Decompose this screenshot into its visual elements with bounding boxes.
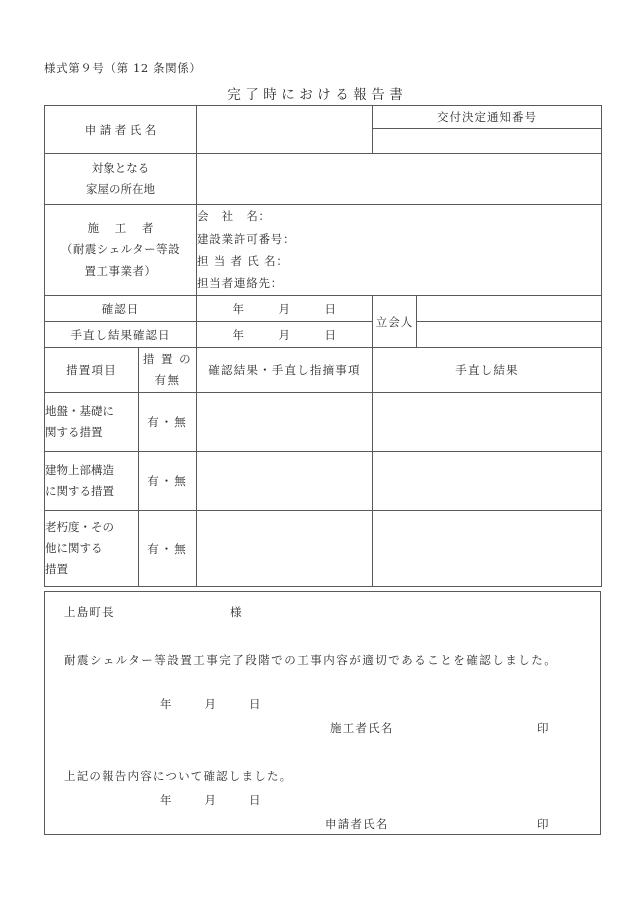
applicant-date-day: 日 [249,793,262,807]
check-date-year: 年 [232,301,245,316]
measure-item-name [45,452,139,511]
witness-value-bottom[interactable] [417,322,602,348]
applicant-date[interactable] [160,792,262,808]
property-label-line2: 家屋の所在地 [86,182,155,196]
builder-date-day: 日 [249,697,262,711]
builder-seal-mark: 印 [537,721,550,735]
applicant-name-value[interactable] [197,106,373,154]
measure-item-line2: 関する措置 [45,425,103,439]
builder-contact-info-label: 担当者連絡先： [197,276,284,291]
check-date-label: 確認日 [45,296,197,322]
measure-presence[interactable]: 有・無 [139,452,197,511]
builder-date-year: 年 [160,697,173,711]
table-row-rework-check-date [45,322,602,348]
applicant-date-year: 年 [160,793,173,807]
measure-rework-result[interactable] [373,452,602,511]
applicant-signature-label: 申請者氏名 [325,817,389,831]
table-row-applicant [45,106,602,129]
measure-result[interactable] [197,393,373,452]
measure-item-line1: 老朽度・その [45,519,114,534]
builder-label-line3: 置工事業者） [84,263,157,278]
measure-item-line1: 地盤・基礎に [45,403,114,418]
rework-date-day: 日 [324,327,337,342]
measure-item-line1: 建物上部構造 [45,462,114,477]
column-header-rework-result: 手直し結果 [373,348,602,393]
builder-fields[interactable] [197,205,602,296]
builder-contact-name-label: 担 当 者 氏 名： [197,254,289,268]
applicant-date-month: 月 [204,793,217,807]
declaration-text: 耐震シェルター等設置工事完了段階での工事内容が適切であることを確認しました。 [64,653,558,667]
builder-date[interactable] [160,696,262,712]
property-location-value[interactable] [197,154,602,205]
builder-label [45,205,197,296]
form-number: 様式第９号（第 12 条関係） [44,61,202,75]
table-row [45,393,602,452]
table-row-check-date [45,296,602,322]
confirmation-text: 上記の報告内容について確認しました。 [64,769,293,783]
column-header-presence-line1: 措 置 の [142,351,193,366]
table-row [45,511,602,587]
measure-item-name [45,393,139,452]
builder-company-name-label: 会 社 名： [197,209,271,224]
addressee: 上島町長 [64,605,115,619]
builder-label-line2: （耐震シェルター等設 [60,242,181,257]
measure-item-line2: 他に関する [45,540,103,555]
property-label-line1: 対象となる [91,160,150,175]
notice-number-label: 交付決定通知番号 [373,106,602,129]
measure-rework-result[interactable] [373,393,602,452]
measure-result[interactable] [197,511,373,587]
table-row [45,452,602,511]
check-date-value[interactable] [197,296,373,322]
addressee-honorific: 様 [230,605,243,619]
measure-rework-result[interactable] [373,511,602,587]
table-row-builder [45,205,602,296]
column-header-presence [139,348,197,393]
rework-check-date-label: 手直し結果確認日 [45,322,197,348]
builder-date-month: 月 [204,697,217,711]
builder-signature-label: 施工者氏名 [330,721,394,735]
column-header-result: 確認結果・手直し指摘事項 [197,348,373,393]
rework-date-year: 年 [232,327,245,342]
rework-check-date-value[interactable] [197,322,373,348]
table-row-measure-header [45,348,602,393]
property-location-label [45,154,197,205]
table-row-property [45,154,602,205]
rework-date-month: 月 [278,327,291,342]
measure-item-name [45,511,139,587]
measure-result[interactable] [197,452,373,511]
measure-presence[interactable]: 有・無 [139,511,197,587]
statement-box [44,591,601,835]
page-title: 完了時における報告書 [227,87,408,103]
column-header-presence-line2: 有無 [154,373,181,387]
column-header-item: 措置項目 [45,348,139,393]
witness-value-top[interactable] [417,296,602,322]
applicant-name-label: 申請者氏名 [45,106,197,154]
witness-label: 立会人 [373,296,417,348]
measure-item-line2: に関する措置 [45,484,114,498]
applicant-seal-mark: 印 [537,817,550,831]
check-date-month: 月 [278,301,291,316]
check-date-day: 日 [324,301,337,316]
report-table [44,105,602,587]
measure-item-line3: 措置 [45,562,68,577]
builder-license-number-label: 建設業許可番号： [197,231,296,246]
notice-number-value[interactable] [373,129,602,154]
measure-presence[interactable]: 有・無 [139,393,197,452]
builder-label-line1: 施 工 者 [87,221,160,236]
